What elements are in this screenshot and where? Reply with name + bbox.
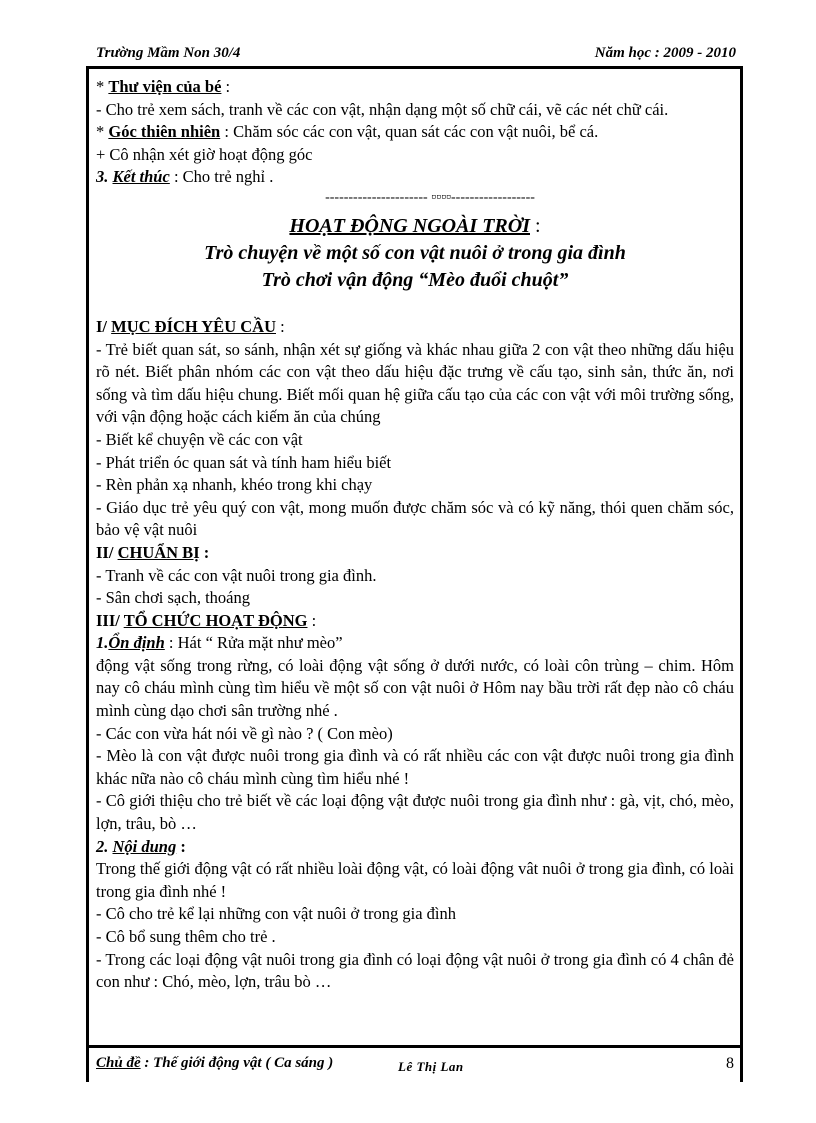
school-year: Năm học : 2009 - 2010	[594, 45, 736, 61]
end-line	[96, 166, 734, 189]
topic-text: : Thế giới động vật ( Ca sáng )	[140, 1055, 334, 1071]
section-3-heading	[96, 610, 734, 633]
section-2-title: CHUẨN BỊ	[117, 542, 200, 562]
activity-2-para-4: - Trong các loại động vật nuôi trong gia đình có loại động vật nuôi ở trong gia đình có 4 chân đẻ con như : Chó, mèo, lợn, trâu bò …	[96, 949, 734, 992]
nature-heading: Góc thiên nhiên	[108, 122, 221, 142]
section-1-para-2: - Biết kể chuyện về các con vật	[96, 429, 303, 449]
section-1-para-4: - Rèn phản xạ nhanh, khéo trong khi chạy	[96, 475, 373, 495]
colon: :	[307, 610, 317, 630]
section-2-para-2: - Sân chơi sạch, thoáng	[96, 588, 250, 608]
section-prefix: III/	[96, 610, 124, 630]
section-prefix: I/	[96, 316, 112, 336]
section-2-heading	[96, 542, 734, 565]
activity-1-para-3: - Mèo là con vật được nuôi trong gia đình và có rất nhiều các con vật được nuôi trong gia đình khác nữa nào cô cháu mình cùng tìm hiểu nhé !	[96, 746, 734, 788]
author-signature: Lê Thị Lan	[398, 1059, 464, 1074]
subtitle-1: Trò chuyện về một số con vật nuôi ở trong gia đình	[204, 241, 626, 264]
page-header	[96, 45, 736, 65]
section-2-para-1: - Tranh về các con vật nuôi trong gia đình.	[96, 565, 377, 585]
title-main: HOẠT ĐỘNG NGOÀI TRỜI	[289, 214, 530, 237]
topic-label: Chủ đề	[96, 1055, 141, 1071]
colon: :	[199, 542, 210, 562]
section-1-title: MỤC ĐÍCH YÊU CẦU	[111, 316, 276, 336]
colon: :	[275, 316, 285, 336]
footer-topic	[96, 1055, 333, 1072]
page-footer	[96, 1055, 736, 1077]
library-heading-line	[96, 76, 734, 99]
section-1-para-5: - Giáo dục trẻ yêu quý con vật, mong muốn được chăm sóc và có kỹ năng, thói quen chăm sóc, bảo vệ vật nuôi	[96, 497, 734, 540]
right-border	[740, 66, 743, 1082]
end-text: : Cho trẻ nghỉ .	[169, 167, 274, 187]
activity-2-para-1: Trong thế giới động vật có rất nhiều loài động vật, có loài động vât nuôi ở trong gia đình, có loài trong gia đình nhé !	[96, 859, 734, 901]
library-heading: Thư viện của bé	[108, 77, 222, 96]
activity-1-para-4: - Cô giới thiệu cho trẻ biết về các loại động vật được nuôi trong gia đình như : gà, vịt, chó, mèo, lợn, trâu, bò …	[96, 791, 734, 834]
colon: :	[176, 836, 186, 856]
activity-number: 1.	[96, 633, 109, 653]
left-border	[86, 66, 89, 1082]
school-name: Trường Mầm Non 30/4	[96, 45, 241, 61]
page-content	[96, 76, 734, 994]
activity-1-para-2: - Các con vừa hát nói về gì nào ? ( Con mèo)	[96, 723, 393, 743]
activity-1-para-1: động vật sống trong rừng, có loài động vật sống ở dưới nước, có loài côn trùng – chim. Hôm nay cô cháu mình cùng tìm hiểu về một số con vật nuôi ở Hôm nay bầu trời rất đẹp nào cô cháu mình cùng dạo chơi sân trường nhé .	[96, 655, 734, 721]
section-1-para-1: - Trẻ biết quan sát, so sánh, nhận xét sự giống và khác nhau giữa 2 con vật theo những dấu hiệu rõ nét. Biết phân nhóm các con vật theo dấu hiệu đặc trưng về cấu tạo, sinh sản, thức ăn, nơi sống và tìm dấu hiệu chung. Biết mối quan hệ giữa cấu tạo của các con vật với môi trường sống, với vận động hoặc cách kiếm ăn của chúng	[96, 339, 734, 427]
activity-1-text: : Hát “ Rửa mặt như mèo”	[164, 633, 343, 653]
section-separator: ---------------------- ▫▫▫▫------------------	[325, 189, 535, 205]
page-number: 8	[726, 1055, 734, 1072]
comment-line: + Cô nhận xét giờ hoạt động góc	[96, 144, 313, 164]
activity-2-heading	[96, 836, 734, 859]
activity-2-title: Nội dung	[112, 836, 177, 856]
end-heading: Kết thúc	[112, 167, 170, 187]
section-prefix: II/	[96, 542, 118, 562]
bullet: *	[96, 77, 109, 96]
activity-1-heading	[96, 632, 734, 655]
outdoor-activity-title	[96, 213, 734, 240]
colon: :	[530, 214, 541, 237]
section-1-para-3: - Phát triển óc quan sát và tính ham hiểu biết	[96, 452, 392, 472]
end-number: 3.	[96, 167, 113, 187]
section-1-heading	[96, 316, 734, 339]
section-3-title: TỔ CHỨC HOẠT ĐỘNG	[123, 610, 308, 630]
activity-1-title: Ổn định	[108, 633, 165, 653]
nature-line	[96, 121, 734, 144]
subtitle-2: Trò chơi vận động “Mèo đuổi chuột”	[261, 268, 569, 291]
activity-2-para-3: - Cô bổ sung thêm cho trẻ .	[96, 927, 276, 946]
footer-rule	[86, 1045, 743, 1048]
header-rule	[86, 66, 743, 69]
spacer	[96, 294, 734, 316]
activity-2-para-2: - Cô cho trẻ kể lại những con vật nuôi ở trong gia đình	[96, 904, 456, 924]
library-text: - Cho trẻ xem sách, tranh về các con vật, nhận dạng một số chữ cái, vẽ các nét chữ cái.	[96, 99, 669, 119]
nature-text: : Chăm sóc các con vật, quan sát các con vật nuôi, bể cá.	[220, 122, 599, 142]
colon: :	[221, 77, 231, 96]
bullet: *	[96, 122, 109, 142]
activity-number: 2.	[96, 836, 113, 856]
